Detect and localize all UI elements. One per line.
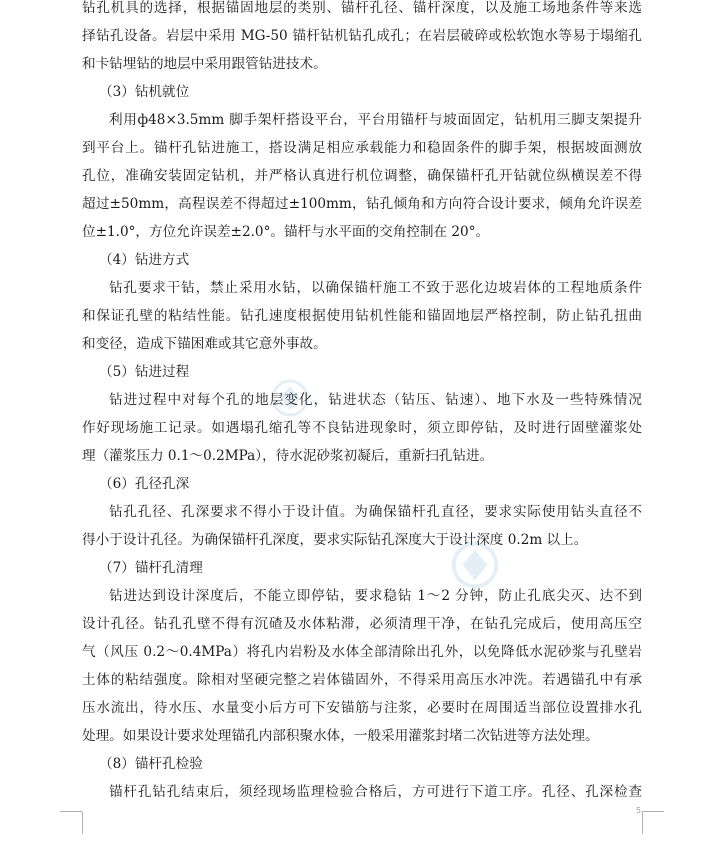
crop-mark-right [642, 812, 665, 834]
body-text-line: 利用ф48×3.5mm 脚手架杆搭设平台，平台用锚杆与坡面固定，钻机用三脚支架提升 [109, 112, 642, 128]
body-text-line: 超过±50mm，高程误差不得超过±100mm，钻孔倾角和方向符合设计要求，倾角允许误差 [82, 196, 642, 212]
document-body [82, 0, 642, 806]
section-heading: （7）锚杆孔清理 [99, 560, 203, 576]
body-text-line: 理（灌浆压力 0.1～0.2MPa），待水泥砂浆初凝后，重新扫孔钻进。 [82, 448, 494, 464]
body-text-line: 作好现场施工记录。如遇塌孔缩孔等不良钻进现象时，须立即停钻，及时进行固壁灌浆处 [82, 420, 642, 436]
body-text-line: 处理。如果设计要求处理锚孔内部积聚水体，一般采用灌浆封堵二次钻进等方法处理。 [82, 728, 599, 744]
body-text-line: 土体的粘结强度。除相对坚硬完整之岩体锚固外，不得采用高压水冲洗。若遇锚孔中有承 [82, 672, 642, 688]
section-heading: （6）孔径孔深 [99, 476, 190, 492]
body-text-line: 择钻孔设备。岩层中采用 MG-50 锚杆钻机钻孔成孔；在岩层破碎或松软饱水等易于塌缩孔 [82, 28, 642, 44]
body-text-line: 锚杆孔钻孔结束后，须经现场监理检验合格后，方可进行下道工序。孔径、孔深检查 [109, 784, 642, 800]
section-heading: （3）钻机就位 [99, 84, 190, 100]
body-text-line: 钻进达到设计深度后，不能立即停钻，要求稳钻 1～2 分钟，防止孔底尖灭、达不到 [109, 588, 642, 604]
body-text-line: 设计孔径。钻孔孔壁不得有沉碴及水体粘滞，必须清理干净，在钻孔完成后，使用高压空 [82, 616, 642, 632]
crop-mark-right-horizontal [642, 811, 664, 812]
body-text-line: 和变径，造成下锚困难或其它意外事故。 [82, 336, 327, 352]
body-text-line: 孔位，准确安装固定钻机，并严格认真进行机位调整，确保锚杆孔开钻就位纵横误差不得 [82, 168, 642, 184]
body-text-line: 钻孔孔径、孔深要求不得小于设计值。为确保锚杆孔直径，要求实际使用钻头直径不 [109, 504, 642, 520]
body-text-line: 钻进过程中对每个孔的地层变化，钻进状态（钻压、钻速）、地下水及一些特殊情况 [109, 392, 642, 408]
body-text-line: 气（风压 0.2～0.4MPa）将孔内岩粉及水体全部清除出孔外，以免降低水泥砂浆与孔壁岩 [82, 644, 642, 660]
body-text-line: 压水流出，待水压、水量变小后方可下安锚筋与注浆，必要时在周围适当部位设置排水孔 [82, 700, 642, 716]
section-heading: （8）锚杆孔检验 [99, 756, 203, 772]
body-text-line: 和卡钻埋钻的地层中采用跟管钻进技术。 [82, 56, 327, 72]
section-heading: （5）钻进过程 [99, 364, 190, 380]
crop-mark-left-horizontal [60, 811, 82, 812]
body-text-line: 到平台上。锚杆孔钻进施工，搭设满足相应承载能力和稳固条件的脚手架，根据坡面测放 [82, 140, 642, 156]
crop-mark-left [60, 812, 83, 834]
body-text-line: 得小于设计孔径。为确保锚杆孔深度，要求实际钻孔深度大于设计深度 0.2m 以上。 [82, 532, 588, 548]
body-text-line: 钻孔机具的选择，根据锚固地层的类别、锚杆孔径、锚杆深度，以及施工场地条件等来选 [82, 0, 642, 16]
section-heading: （4）钻进方式 [99, 252, 190, 268]
body-text-line: 和保证孔壁的粘结性能。钻孔速度根据使用钻机性能和锚固地层严格控制，防止钻孔扭曲 [82, 308, 642, 324]
body-text-line: 位±1.0°，方位允许误差±2.0°。锚杆与水平面的交角控制在 20°。 [82, 224, 490, 240]
page-number: 5 [636, 806, 642, 815]
body-text-line: 钻孔要求干钻，禁止采用水钻，以确保锚杆施工不致于恶化边坡岩体的工程地质条件 [109, 280, 642, 296]
